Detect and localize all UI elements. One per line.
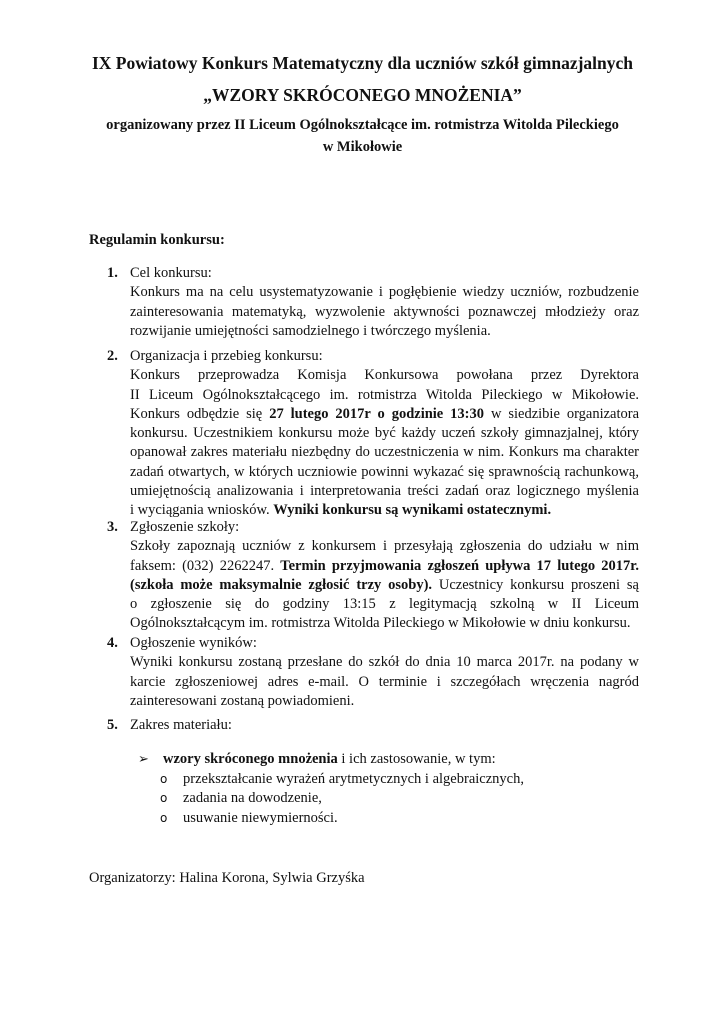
section-number: 4. xyxy=(107,635,118,651)
bullet-text xyxy=(163,750,496,769)
text-run: i ich zastosowanie, w tym: xyxy=(337,751,496,767)
section-4 xyxy=(107,634,639,711)
paragraph-line: II Liceum Ogólnokształcącego im. rotmistrza Witolda Pileckiego w Mikołowie. xyxy=(130,386,639,403)
paragraph-line: o zgłoszenie się do godziny 13:15 z legitymacją szkolną w II Liceum xyxy=(130,596,639,613)
paragraph-line: karcie zgłoszeniowej adres e-mail. O terminie i szczegółach wręczenia nagród xyxy=(130,673,639,690)
registration-deadline: Termin przyjmowania zgłoszeń upływa 17 lutego 2017r. xyxy=(280,557,639,574)
text-run: Konkurs odbędzie się xyxy=(130,405,270,422)
list-item-text: przekształcanie wyrażeń arytmetycznych i algebraicznych, xyxy=(183,771,524,787)
section-number: 1. xyxy=(107,265,118,281)
paragraph-line xyxy=(130,576,639,595)
list-item xyxy=(160,809,524,828)
section-title: Ogłoszenie wyników: xyxy=(130,635,257,651)
organizers: Organizatorzy: Halina Korona, Sylwia Grzyśka xyxy=(89,870,365,886)
arrow-bullet-icon: ➢ xyxy=(138,752,149,767)
paragraph-line: opanował zakres materiału niezbędny do uczestniczenia w nim. Konkurs ma charakter xyxy=(130,444,639,461)
header-organizer: organizowany przez II Liceum Ogólnokształcące im. rotmistrza Witolda Pileckiego xyxy=(106,117,619,133)
section-5 xyxy=(107,716,639,735)
list-item-text: usuwanie niewymierności. xyxy=(183,809,338,826)
list-item xyxy=(160,770,524,789)
material-sub-list xyxy=(160,770,524,828)
text-run: i wyciągania wniosków. xyxy=(130,502,274,519)
section-2 xyxy=(107,347,639,521)
header-location: w Mikołowie xyxy=(322,139,403,155)
section-3 xyxy=(107,518,639,634)
section-title: Zgłoszenie szkoły: xyxy=(130,519,240,535)
header-contest-name: „WZORY SKRÓCONEGO MNOŻENIA” xyxy=(203,85,522,105)
paragraph-line: konkursu. Uczestnikiem konkursu może być każdy uczeń szkoły gimnazjalnej, który xyxy=(130,425,639,442)
list-item xyxy=(160,789,524,808)
section-number: 3. xyxy=(107,519,118,535)
bullet-bold-text: wzory skróconego mnożenia xyxy=(163,751,338,767)
circle-bullet-icon: o xyxy=(160,810,168,825)
section-1 xyxy=(107,264,639,341)
paragraph-line: rozwijanie umiejętności samodzielnego i twórczego myślenia. xyxy=(130,322,491,339)
paragraph-line: zadań otwartych, w których uczniowie powinni wykazać się sprawnością rachunkową, xyxy=(130,463,639,480)
paragraph-line xyxy=(130,557,639,576)
paragraph-line: Wyniki konkursu zostaną przesłane do szkół do dnia 10 marca 2017r. na podany w xyxy=(130,654,639,671)
regulamin-title: Regulamin konkursu: xyxy=(89,232,225,248)
section-number: 5. xyxy=(107,717,118,733)
circle-bullet-icon: o xyxy=(160,772,168,786)
list-item-text: zadania na dowodzenie, xyxy=(183,790,322,807)
paragraph-line: zainteresowani zostaną powiadomieni. xyxy=(130,692,355,709)
paragraph-line: Szkoły zapoznają uczniów z konkursem i przesyłają zgłoszenia do udziału w nim xyxy=(130,538,639,555)
paragraph-line: zainteresowania matematyką, wyzwolenie aktywności poznawczej młodzieży oraz xyxy=(130,303,639,320)
circle-bullet-icon: o xyxy=(160,791,168,806)
results-final-note: Wyniki konkursu są wynikami ostatecznymi. xyxy=(273,502,552,519)
paragraph-line xyxy=(130,405,639,424)
section-title: Cel konkursu: xyxy=(130,265,212,281)
section-number: 2. xyxy=(107,348,118,364)
section-title: Zakres materiału: xyxy=(130,717,232,733)
text-run: Uczestnicy konkursu proszeni są xyxy=(432,576,639,593)
paragraph-line: Konkurs ma na celu usystematyzowanie i pogłębienie wiedzy uczniów, rozbudzenie xyxy=(130,284,639,301)
paragraph-line: umiejętnością analizowania i interpretowania treści zadań oraz logicznego myślenia xyxy=(130,483,639,500)
max-participants-note: (szkoła może maksymalnie zgłosić trzy osoby). xyxy=(130,576,433,593)
text-run: w siedzibie organizatora xyxy=(484,405,640,422)
paragraph-line: Ogólnokształcącym im. rotmistrza Witolda Pileckiego w Mikołowie w dniu konkursu. xyxy=(130,615,631,632)
paragraph-line: Konkurs przeprowadza Komisja Konkursowa powołana przez Dyrektora xyxy=(130,367,639,384)
text-run: faksem: (032) 2262247. xyxy=(130,557,281,574)
section-title: Organizacja i przebieg konkursu: xyxy=(130,348,323,364)
contest-date: 27 lutego 2017r o godzinie 13:30 xyxy=(269,405,485,422)
material-bullet xyxy=(138,750,496,769)
header-title: IX Powiatowy Konkurs Matematyczny dla uczniów szkół gimnazjalnych xyxy=(91,53,634,73)
